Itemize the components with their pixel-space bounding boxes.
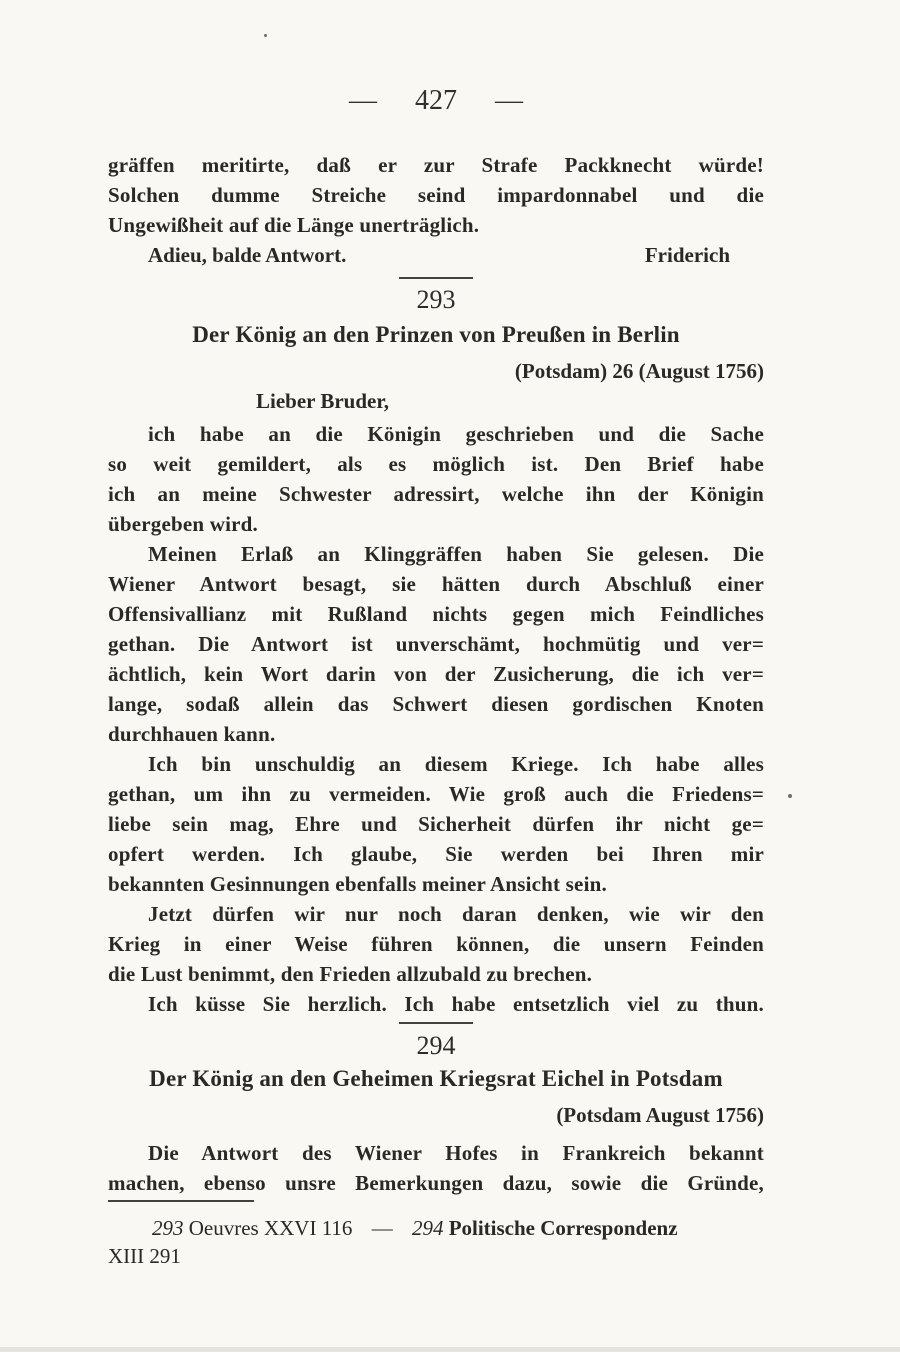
body-line: durchhauen kann. [108,722,276,746]
body-line: Jetzt dürfen wir nur noch daran denken, wie wir den [148,902,764,926]
letter-closing: Adieu, balde Antwort. [148,243,347,267]
body-line: liebe sein mag, Ehre und Sicherheit dürfen ihr nicht ge= [108,812,764,836]
footnote-source: Politische Correspondenz [448,1216,678,1240]
letter-293 [108,286,764,1019]
body-line: gethan. Die Antwort ist unverschämt, hochmütig und ver= [108,632,764,656]
letter-title: Der König an den Prinzen von Preußen in Berlin [192,322,680,347]
body-line: ächtlich, kein Wort darin von der Zusicherung, die ich ver= [108,662,764,686]
letter-number: 294 [416,1031,456,1060]
body-line: so weit gemildert, als es möglich ist. Den Brief habe [108,452,764,476]
paragraph [108,1138,764,1198]
header-dash-left: — [349,85,377,116]
text-column [108,0,764,1270]
paragraph [108,899,764,989]
body-line: gethan, um ihn zu vermeiden. Wie groß auch die Friedens= [108,782,764,806]
body-line: ich an meine Schwester adressirt, welche ihn der Königin [108,482,764,506]
signature: Friderich [644,243,730,267]
body-line: übergeben wird. [108,512,258,536]
body-line: gräffen meritirte, daß er zur Strafe Packknecht würde! [108,153,764,177]
body-line: Krieg in einer Weise führen können, die unsern Feinden [108,932,764,956]
body-line: Solchen dumme Streiche seind impardonnabel und die [108,183,764,207]
body-line: Ungewißheit auf die Länge unerträglich. [108,213,480,237]
salutation: Lieber Bruder, [256,389,390,413]
body-line: Meinen Erlaß an Klinggräffen haben Sie gelesen. Die [148,542,764,566]
footnote-line [108,1214,764,1242]
footnote-separator: — [371,1216,393,1240]
body-line: Wiener Antwort besagt, sie hätten durch Abschluß einer [108,572,764,596]
body-line: lange, sodaß allein das Schwert diesen gordischen Knoten [108,692,764,716]
letter-continuation [108,150,764,270]
paragraph [108,539,764,749]
body-line: Die Antwort des Wiener Hofes in Frankreich bekannt [148,1141,764,1165]
footnote [108,1214,764,1270]
footnote-ref-number: 293 [152,1216,184,1240]
footnote-source: Oeuvres XXVI 116 [188,1216,353,1240]
closing-row [108,240,764,270]
paragraph [108,749,764,899]
header-dash-right: — [495,85,523,116]
page-number: 427 [415,85,457,116]
body-line: bekannten Gesinnungen ebenfalls meiner Ansicht sein. [108,872,607,896]
letter-294 [108,1032,764,1198]
running-head [108,84,764,117]
letter-dateline: (Potsdam) 26 (August 1756) [514,359,764,383]
paragraph [108,989,764,1019]
body-line: Ich bin unschuldig an diesem Kriege. Ich habe alles [148,752,764,776]
body-line: machen, ebenso unsre Bemerkungen dazu, sowie die Gründe, [108,1171,764,1195]
letter-dateline: (Potsdam August 1756) [556,1103,764,1127]
paper-speck [788,794,792,798]
footnote-rule [108,1200,254,1202]
footnote-line: XIII 291 [108,1244,181,1268]
body-line: Offensivallianz mit Rußland nichts gegen mich Feindliches [108,602,764,626]
body-line: opfert werden. Ich glaube, Sie werden bei Ihren mir [108,842,764,866]
section-divider [399,277,473,279]
body-line: Ich küsse Sie herzlich. Ich habe entsetzlich viel zu thun. [148,992,764,1016]
body-line: ich habe an die Königin geschrieben und die Sache [148,422,764,446]
letter-title: Der König an den Geheimen Kriegsrat Eichel in Potsdam [149,1066,723,1091]
body-line: die Lust benimmt, den Frieden allzubald zu brechen. [108,962,593,986]
paragraph [108,419,764,539]
letter-number: 293 [416,285,456,314]
section-divider [399,1022,473,1024]
footnote-ref-number: 294 [411,1216,444,1240]
scan-edge-shadow [0,1347,900,1352]
